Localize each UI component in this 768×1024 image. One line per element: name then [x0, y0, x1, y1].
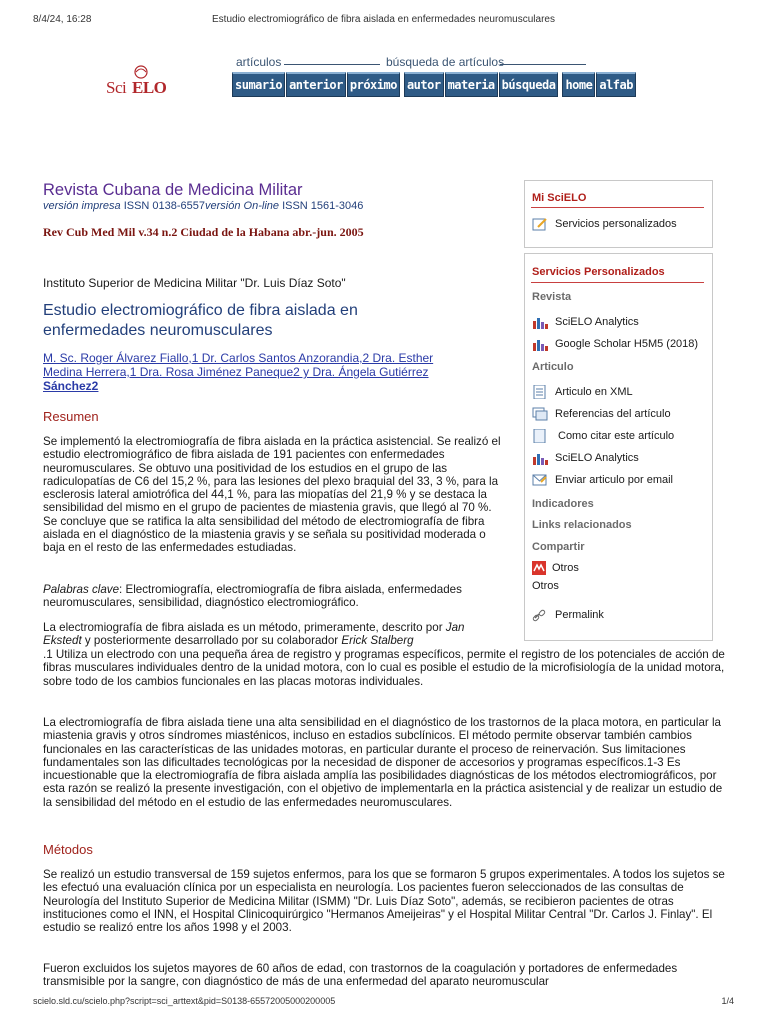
sidebar-rule — [531, 207, 704, 208]
logo-sci: Sci — [106, 78, 127, 97]
authors-line[interactable]: Medina Herrera,1 Dra. Rosa Jiménez Paneque2 y Dra. Ángela Gutiérrez — [43, 365, 429, 379]
nav-button-anterior[interactable]: anterior — [286, 72, 346, 97]
servicios-personalizados-link[interactable] — [532, 217, 677, 231]
articulo-xml-label: Articulo en XML — [555, 386, 633, 398]
print-date: 8/4/24, 16:28 — [33, 14, 92, 25]
metodos-paragraph-2: Fueron excluidos los sujetos mayores de 60 años de edad, con trastornos de la coagulación y portadores de enfermedades transmisible por la sangre, con diagnóstico de más de una enfermedad del aparato neuromuscular — [43, 962, 678, 989]
link-chain-icon — [532, 608, 548, 622]
articulo-xml-link[interactable] — [532, 385, 633, 399]
author-ekstedt: Jan Ekstedt — [43, 621, 465, 648]
online-issn: ISSN 1561-3046 — [279, 200, 364, 212]
revista-heading: Revista — [532, 291, 572, 303]
share-otros-label: Otros — [552, 562, 579, 574]
intro-p1-b: y posteriormente desarrollado por su colaborador — [81, 634, 342, 648]
print-page-number: 1/4 — [721, 996, 734, 1006]
authors — [43, 351, 483, 393]
xml-document-icon — [532, 385, 548, 399]
references-icon — [532, 407, 548, 421]
resumen-heading: Resumen — [43, 409, 99, 424]
keywords — [43, 583, 505, 610]
author-stalberg: Erick Stalberg — [341, 634, 414, 648]
links-relacionados-link[interactable]: Links relacionados — [532, 519, 632, 531]
scielo-analytics-link[interactable] — [532, 315, 639, 329]
print-issn: ISSN 0138-6557 — [120, 200, 206, 212]
online-version-label: versión On-line — [205, 200, 280, 212]
share-icon — [532, 561, 548, 575]
keywords-text: : Electromiografía, electromiografía de fibra aislada, enfermedades neuromusculares, sensibilidad, diagnóstico electromiográfico. — [43, 583, 462, 610]
google-scholar-label: Google Scholar H5M5 (2018) — [555, 338, 699, 350]
metodos-heading: Métodos — [43, 842, 93, 857]
journal-title[interactable]: Revista Cubana de Medicina Militar — [43, 181, 303, 199]
share-otros-link-2[interactable] — [532, 580, 559, 592]
nav-label-busqueda: búsqueda de artículos — [386, 55, 505, 69]
share-otros-link[interactable] — [532, 561, 579, 575]
cite-document-icon — [532, 429, 548, 443]
issn-line — [43, 200, 363, 212]
scielo-analytics-link-2[interactable] — [532, 451, 639, 465]
nav-group-articulos — [232, 72, 400, 96]
nav-button-autor[interactable]: autor — [404, 72, 444, 97]
como-citar-label: Como citar este artículo — [558, 430, 675, 442]
intro-paragraph-1-cont: .1 Utiliza un electrodo con una pequeña área de registro y programas específicos, permite el registro de los potenciales de acción de fibras musculares individuales dentro de la unidad motora, con lo cual es posible el estudio de la microfisiología de la unidad motora, sobre todo de los cambios funcionales en las placas motoras individuales. — [43, 648, 725, 688]
nav-group-labels — [232, 55, 592, 69]
print-title: Estudio electromiográfico de fibra aislada en enfermedades neuromusculares — [212, 14, 555, 25]
logo-elo: ELO — [132, 78, 167, 97]
nav-group-busqueda — [404, 72, 559, 96]
institution: Instituto Superior de Medicina Militar "Dr. Luis Díaz Soto" — [43, 276, 346, 290]
intro-p1-a: La electromiografía de fibra aislada es un método, primeramente, descrito por — [43, 621, 446, 634]
scielo-analytics-label: SciELO Analytics — [555, 452, 639, 464]
nav-button-proximo[interactable]: próximo — [347, 72, 400, 97]
nav-button-sumario[interactable]: sumario — [232, 72, 285, 97]
article-title: Estudio electromiográfico de fibra aislada en enfermedades neuromusculares — [43, 302, 358, 339]
email-icon — [532, 473, 548, 487]
authors-line[interactable] — [43, 379, 483, 393]
como-citar-link[interactable] — [532, 429, 674, 443]
mi-scielo-box — [524, 180, 713, 248]
enviar-email-label: Enviar articulo por email — [555, 474, 673, 486]
servicios-heading: Servicios Personalizados — [532, 266, 665, 278]
author-last[interactable]: Sánchez2 — [43, 379, 99, 393]
intro-paragraph-2: La electromiografía de fibra aislada tiene una alta sensibilidad en el diagnóstico de los trastornos de la placa motora, en particular la miastenia gravis y otros síndromes miasténicos, incluso en estadios subclínicos. El método permite observar también cambios funcionales en las características de las unidades motoras, en particular durante el proceso de reinervación. Sus limitaciones fundamentales son las dificultades tecnológicas por la necesidad de disponer de accesorios y programas específicos.1-3 Es incuestionable que la electromiografía de fibra aislada amplía las posibilidades diagnósticas de los métodos electromiográficos, por esta razón se realizó la presente investigación, con el objetivo de implementarla en la práctica asistencial y de realizar un estudio de la sensibilidad del método en el estudio de las enfermedades neuromusculares. — [43, 716, 723, 809]
keywords-label: Palabras clave — [43, 583, 120, 596]
scielo-analytics-label: SciELO Analytics — [555, 316, 639, 328]
referencias-link[interactable] — [532, 407, 671, 421]
permalink-label: Permalink — [555, 609, 604, 621]
nav-button-alfab[interactable]: alfab — [596, 72, 636, 97]
print-footer — [33, 996, 734, 1010]
sidebar-rule — [531, 282, 704, 283]
enviar-email-link[interactable] — [532, 473, 673, 487]
indicadores-link[interactable]: Indicadores — [532, 498, 594, 510]
journal-citation: Rev Cub Med Mil v.34 n.2 Ciudad de la Habana abr.-jun. 2005 — [43, 225, 364, 239]
analytics-bar-icon — [532, 315, 548, 329]
share-otros-label-2: Otros — [532, 580, 559, 592]
nav-button-busqueda[interactable]: búsqueda — [499, 72, 559, 97]
edit-icon — [532, 217, 548, 231]
scielo-logo[interactable] — [104, 64, 166, 104]
permalink-link[interactable] — [532, 608, 604, 622]
mi-scielo-heading: Mi SciELO — [532, 192, 587, 204]
print-version-label: versión impresa — [43, 200, 121, 212]
nav-divider-line — [500, 64, 586, 65]
resumen-text: Se implementó la electromiografía de fibra aislada en la práctica asistencial. Se realizó el estudio electromiográfico de fibra aislada de 191 pacientes con enfermedades neuromusculares. Se obtuvo una positividad de los estudios en el grupo de las radiculopatías de C6 del 15,2 %, para las lesiones del plexo braquial del 33, 3 %, para la esclerosis lateral amiotrófica del 44,1 %, para las miopatías del 21,9 % y se destaca la sensibilidad del mismo en el grupo de pacientes de miastenia gravis, que llegó al 70 %. Se concluye que se ratifica la alta sensibilidad del método de electromiografía de fibra aislada en el diagnóstico de la miastenia gravis y se señala su positividad moderada o baja en el resto de las enfermedades estudiadas. — [43, 435, 501, 555]
analytics-bar-icon — [532, 337, 548, 351]
analytics-bar-icon — [532, 451, 548, 465]
nav-button-materia[interactable]: materia — [445, 72, 498, 97]
print-header — [33, 14, 734, 28]
google-scholar-link[interactable] — [532, 337, 698, 351]
nav-toolbar — [232, 72, 638, 96]
referencias-label: Referencias del artículo — [555, 408, 671, 420]
articulo-heading: Articulo — [532, 361, 574, 373]
intro-paragraph-1 — [43, 621, 505, 648]
compartir-heading: Compartir — [532, 541, 585, 553]
nav-group-other — [562, 72, 636, 96]
authors-line[interactable]: M. Sc. Roger Álvarez Fiallo,1 Dr. Carlos Santos Anzorandia,2 Dra. Esther — [43, 351, 434, 365]
metodos-paragraph-1: Se realizó un estudio transversal de 159 sujetos enfermos, para los que se formaron 5 grupos experimentales. A todos los sujetos se les efectuó una evaluación clínica por un especialista en neurología. Los pacientes fueron seleccionados de las consultas de Neurología del Instituto Superior de Medicina Militar (ISMM) "Dr. Luis Díaz Soto", además, se recibieron pacientes de otras instituciones como el INN, el Hospital Clinicoquirúrgico "Hermanos Ameijeiras" y el Hospital Militar Central "Dr. Carlos J. Finlay". El estudio se realizó entre los años 1998 y el 2003. — [43, 868, 725, 935]
nav-button-home[interactable]: home — [562, 72, 595, 97]
nav-divider-line — [284, 64, 380, 65]
servicios-personalizados-label: Servicios personalizados — [555, 218, 677, 230]
nav-label-articulos: artículos — [236, 55, 282, 69]
print-url: scielo.sld.cu/scielo.php?script=sci_arttext&pid=S0138-65572005000200005 — [33, 996, 336, 1006]
